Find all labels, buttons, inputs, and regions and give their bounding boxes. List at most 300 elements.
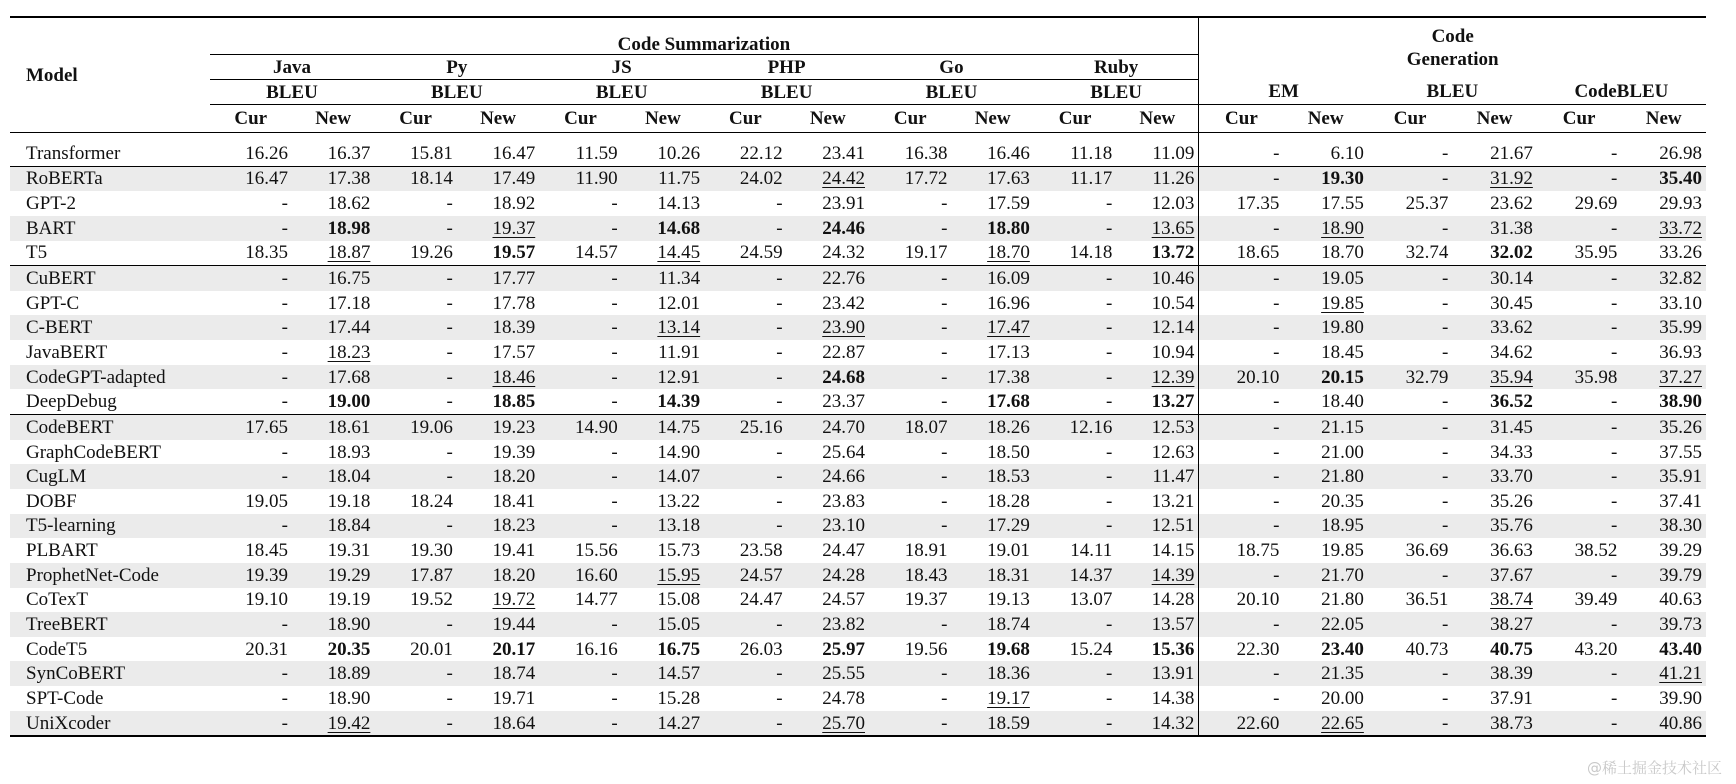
score-cell <box>1537 637 1621 662</box>
score-cell <box>1199 538 1283 563</box>
score-cell <box>1199 166 1283 191</box>
score-cell <box>292 166 374 191</box>
score-value: 19.19 <box>327 589 371 611</box>
score-value: 17.59 <box>987 193 1030 215</box>
score-cell <box>704 489 786 514</box>
score-cell <box>1283 241 1367 266</box>
score-cell <box>1368 340 1452 365</box>
metric-header: BLEU <box>704 80 869 105</box>
score-cell <box>374 440 456 465</box>
score-cell <box>1368 241 1452 266</box>
table-row <box>10 514 1706 539</box>
score-value: 22.30 <box>1236 638 1280 660</box>
score-value: 23.83 <box>822 490 865 512</box>
score-cell <box>1199 489 1283 514</box>
score-cell <box>951 464 1033 489</box>
score-value: 24.02 <box>739 168 783 190</box>
score-value: 31.45 <box>1490 416 1533 438</box>
score-value: 24.68 <box>822 366 865 388</box>
score-cell <box>292 612 374 637</box>
score-cell <box>1283 661 1367 686</box>
score-value: - <box>1442 217 1449 239</box>
score-cell <box>457 315 539 340</box>
score-cell <box>1621 514 1706 539</box>
score-value: 12.03 <box>1151 193 1195 215</box>
score-value: 18.24 <box>410 490 453 512</box>
score-value: 18.74 <box>987 613 1030 635</box>
score-value: 26.03 <box>739 638 783 660</box>
score-cell <box>1621 440 1706 465</box>
score-value: - <box>446 712 453 734</box>
score-value: 19.30 <box>1321 168 1364 190</box>
score-cell <box>1199 291 1283 316</box>
score-value: - <box>1611 687 1618 709</box>
score-cell <box>951 686 1033 711</box>
score-cell <box>622 686 704 711</box>
score-cell <box>951 389 1033 414</box>
score-cell <box>622 489 704 514</box>
score-value: 15.73 <box>657 540 701 562</box>
score-cell <box>951 216 1033 241</box>
model-name: SynCoBERT <box>26 663 126 685</box>
score-cell <box>622 440 704 465</box>
model-name: GPT-2 <box>26 193 76 215</box>
score-value: 17.44 <box>327 317 371 339</box>
score-value: - <box>776 466 783 488</box>
score-value: 14.39 <box>1151 564 1195 586</box>
score-cell <box>374 612 456 637</box>
score-value: 14.75 <box>657 416 701 438</box>
score-value: 20.10 <box>1236 366 1280 388</box>
score-value: 21.70 <box>1321 564 1364 586</box>
score-value: - <box>1611 613 1618 635</box>
score-cell <box>1621 266 1706 291</box>
score-value: 17.18 <box>327 292 371 314</box>
score-value: 38.30 <box>1659 515 1702 537</box>
score-cell <box>1116 661 1199 686</box>
score-value: 39.79 <box>1659 564 1702 586</box>
score-value: - <box>281 341 288 363</box>
score-cell <box>1537 711 1621 737</box>
score-value: 24.28 <box>822 564 865 586</box>
score-cell <box>1199 711 1283 737</box>
score-value: 24.70 <box>822 416 865 438</box>
score-cell <box>1116 563 1199 588</box>
score-cell <box>210 588 292 613</box>
score-value: 19.52 <box>410 589 453 611</box>
score-value: - <box>776 268 783 290</box>
score-cell <box>1034 241 1116 266</box>
table-row <box>10 612 1706 637</box>
score-value: 38.73 <box>1490 712 1533 734</box>
score-value: 23.42 <box>822 292 865 314</box>
score-value: 18.61 <box>327 416 371 438</box>
score-cell <box>457 563 539 588</box>
score-cell <box>210 440 292 465</box>
score-cell <box>1368 166 1452 191</box>
score-cell <box>210 612 292 637</box>
score-value: - <box>446 317 453 339</box>
score-value: - <box>1611 712 1618 734</box>
score-cell <box>1116 612 1199 637</box>
score-value: 12.16 <box>1069 416 1113 438</box>
score-cell <box>869 389 951 414</box>
score-cell <box>1116 241 1199 266</box>
score-cell <box>1368 291 1452 316</box>
score-cell <box>1537 191 1621 216</box>
score-cell <box>1368 191 1452 216</box>
score-cell <box>210 489 292 514</box>
score-value: 12.39 <box>1151 366 1195 388</box>
score-value: 19.37 <box>492 217 536 239</box>
score-value: - <box>446 292 453 314</box>
score-value: 22.12 <box>739 142 783 164</box>
score-value: - <box>1611 391 1618 413</box>
score-value: - <box>1273 268 1280 290</box>
score-cell <box>1283 637 1367 662</box>
score-value: - <box>941 663 948 685</box>
score-cell <box>210 637 292 662</box>
score-cell <box>704 266 786 291</box>
score-value: 18.70 <box>1321 242 1364 264</box>
new-column-header: New <box>1621 105 1706 133</box>
score-value: 11.26 <box>1152 168 1195 190</box>
score-value: - <box>1611 466 1618 488</box>
score-value: 19.57 <box>492 242 536 264</box>
score-value: 19.85 <box>1321 540 1364 562</box>
score-value: - <box>1611 217 1618 239</box>
score-value: 15.28 <box>657 687 701 709</box>
score-cell <box>1283 489 1367 514</box>
score-cell <box>1621 315 1706 340</box>
score-cell <box>704 389 786 414</box>
score-value: 14.57 <box>657 663 701 685</box>
score-cell <box>869 291 951 316</box>
score-value: 18.70 <box>987 242 1030 264</box>
score-value: 35.94 <box>1490 366 1533 388</box>
score-cell <box>1034 464 1116 489</box>
score-cell <box>1199 365 1283 390</box>
model-name: DeepDebug <box>26 391 117 413</box>
table-row <box>10 133 1706 167</box>
score-cell <box>704 637 786 662</box>
code-generation-header <box>1199 17 1706 80</box>
score-cell <box>1452 637 1536 662</box>
score-value: - <box>941 687 948 709</box>
score-cell <box>1116 389 1199 414</box>
score-value: 24.78 <box>822 687 865 709</box>
score-value: 15.08 <box>657 589 701 611</box>
model-name: DOBF <box>26 490 77 512</box>
score-cell <box>1116 166 1199 191</box>
score-cell <box>951 612 1033 637</box>
score-value: 14.11 <box>1070 540 1113 562</box>
score-cell <box>1537 686 1621 711</box>
score-value: - <box>941 391 948 413</box>
score-cell <box>1621 415 1706 440</box>
score-cell <box>1621 612 1706 637</box>
score-value: 16.46 <box>987 142 1030 164</box>
score-cell <box>210 315 292 340</box>
score-cell <box>787 538 869 563</box>
score-cell <box>1452 440 1536 465</box>
score-cell <box>1452 291 1536 316</box>
score-cell <box>1621 489 1706 514</box>
score-value: - <box>1273 142 1280 164</box>
score-cell <box>1452 514 1536 539</box>
score-cell <box>622 365 704 390</box>
score-cell <box>1368 514 1452 539</box>
score-value: 14.27 <box>657 712 701 734</box>
score-value: 11.17 <box>1070 168 1113 190</box>
score-cell <box>539 489 621 514</box>
score-cell <box>1199 514 1283 539</box>
score-cell <box>1034 216 1116 241</box>
score-value: 13.91 <box>1151 663 1195 685</box>
score-cell <box>1621 538 1706 563</box>
score-value: 37.91 <box>1490 687 1533 709</box>
score-value: 14.90 <box>574 416 618 438</box>
score-value: 19.41 <box>492 540 536 562</box>
score-value: 34.62 <box>1490 341 1533 363</box>
score-value: 19.00 <box>327 391 371 413</box>
score-cell <box>1116 686 1199 711</box>
score-cell <box>539 340 621 365</box>
score-value: - <box>1442 391 1449 413</box>
score-value: 31.38 <box>1490 217 1533 239</box>
score-value: - <box>776 193 783 215</box>
score-cell <box>1368 612 1452 637</box>
score-value: 43.20 <box>1574 638 1618 660</box>
score-cell <box>374 315 456 340</box>
score-cell <box>1621 365 1706 390</box>
model-name: RoBERTa <box>10 166 210 191</box>
score-value: 37.41 <box>1659 490 1702 512</box>
score-value: - <box>281 515 288 537</box>
score-cell <box>210 241 292 266</box>
score-cell <box>704 711 786 737</box>
score-value: 35.98 <box>1574 366 1618 388</box>
score-value: 14.28 <box>1151 589 1195 611</box>
score-cell <box>539 241 621 266</box>
score-value: - <box>1442 515 1449 537</box>
score-value: 41.21 <box>1659 663 1702 685</box>
score-value: 13.27 <box>1151 391 1195 413</box>
score-value: 14.39 <box>657 391 701 413</box>
score-value: - <box>446 193 453 215</box>
score-cell <box>292 538 374 563</box>
score-value: - <box>281 391 288 413</box>
score-cell <box>539 133 621 167</box>
score-value: - <box>941 341 948 363</box>
score-cell <box>1621 661 1706 686</box>
score-cell <box>539 612 621 637</box>
score-value: 35.40 <box>1659 168 1702 190</box>
score-cell <box>1452 389 1536 414</box>
score-value: 21.15 <box>1321 416 1364 438</box>
score-value: - <box>611 193 618 215</box>
score-value: - <box>281 193 288 215</box>
score-value: - <box>611 391 618 413</box>
score-value: 17.38 <box>327 168 371 190</box>
score-cell <box>951 315 1033 340</box>
score-cell <box>374 464 456 489</box>
cur-new-header-row <box>10 105 1706 133</box>
score-value: - <box>1442 441 1449 463</box>
score-cell <box>1452 563 1536 588</box>
table-row <box>10 365 1706 390</box>
score-cell <box>1452 686 1536 711</box>
score-value: 24.42 <box>822 168 865 190</box>
score-cell <box>1116 191 1199 216</box>
score-value: 23.82 <box>822 613 865 635</box>
score-cell <box>1116 514 1199 539</box>
score-cell <box>210 216 292 241</box>
score-value: 17.78 <box>492 292 536 314</box>
score-value: 20.35 <box>327 638 371 660</box>
score-cell <box>539 686 621 711</box>
score-cell <box>1621 133 1706 167</box>
score-cell <box>704 166 786 191</box>
score-cell <box>1621 216 1706 241</box>
score-cell <box>292 686 374 711</box>
score-value: 23.90 <box>822 317 865 339</box>
score-cell <box>1452 711 1536 737</box>
score-cell <box>787 464 869 489</box>
model-name: GraphCodeBERT <box>26 441 162 463</box>
score-value: - <box>611 515 618 537</box>
score-value: 18.40 <box>1321 391 1364 413</box>
score-cell <box>1537 365 1621 390</box>
model-name: UniXcoder <box>10 711 210 737</box>
score-value: 18.28 <box>987 490 1030 512</box>
score-value: 17.35 <box>1236 193 1280 215</box>
score-cell <box>1034 538 1116 563</box>
score-cell <box>1034 637 1116 662</box>
table-header <box>10 17 1706 133</box>
score-cell <box>210 514 292 539</box>
model-name: ProphetNet-Code <box>26 564 159 586</box>
score-cell <box>787 661 869 686</box>
score-value: 18.84 <box>327 515 371 537</box>
score-cell <box>704 563 786 588</box>
score-cell <box>622 166 704 191</box>
score-value: 18.65 <box>1236 242 1280 264</box>
score-value: 24.46 <box>822 217 865 239</box>
score-value: 18.20 <box>492 564 536 586</box>
score-value: - <box>1273 663 1280 685</box>
score-cell <box>622 464 704 489</box>
score-cell <box>869 612 951 637</box>
score-cell <box>704 514 786 539</box>
score-value: - <box>1105 317 1113 339</box>
score-cell <box>787 440 869 465</box>
score-value: - <box>776 663 783 685</box>
score-cell <box>457 389 539 414</box>
score-cell <box>1283 216 1367 241</box>
score-value: 19.30 <box>410 540 453 562</box>
score-value: - <box>1442 613 1449 635</box>
score-value: - <box>611 341 618 363</box>
score-value: 14.13 <box>657 193 701 215</box>
score-cell <box>951 637 1033 662</box>
score-cell <box>1034 563 1116 588</box>
score-cell <box>1116 538 1199 563</box>
score-value: 18.90 <box>1321 217 1364 239</box>
score-cell <box>1034 514 1116 539</box>
score-value: 15.05 <box>657 613 701 635</box>
score-cell <box>1116 266 1199 291</box>
score-value: 19.56 <box>904 638 948 660</box>
score-value: 18.07 <box>904 416 948 438</box>
code-generation-line2: Generation <box>1406 48 1499 70</box>
score-value: 17.87 <box>410 564 453 586</box>
code-summarization-header: Code Summarization <box>210 17 1199 55</box>
score-cell <box>1452 216 1536 241</box>
score-value: - <box>1442 490 1449 512</box>
score-value: 35.26 <box>1490 490 1533 512</box>
score-value: - <box>1273 687 1280 709</box>
score-value: 11.47 <box>1152 466 1195 488</box>
score-value: 24.57 <box>739 564 783 586</box>
score-cell <box>704 241 786 266</box>
score-value: - <box>1273 515 1280 537</box>
score-cell <box>1283 365 1367 390</box>
score-value: 29.69 <box>1574 193 1618 215</box>
score-value: - <box>776 441 783 463</box>
score-value: 11.18 <box>1070 142 1113 164</box>
score-cell <box>1199 563 1283 588</box>
score-cell <box>787 315 869 340</box>
new-column-header: New <box>1452 105 1536 133</box>
score-cell <box>1452 415 1536 440</box>
metric-header: BLEU <box>539 80 704 105</box>
score-cell <box>1116 637 1199 662</box>
score-value: 12.14 <box>1151 317 1195 339</box>
score-cell <box>457 241 539 266</box>
score-cell <box>1368 365 1452 390</box>
score-value: 18.87 <box>327 242 371 264</box>
score-value: - <box>776 613 783 635</box>
cur-column-header: Cur <box>1034 105 1116 133</box>
score-cell <box>1537 415 1621 440</box>
score-cell <box>869 637 951 662</box>
score-value: 32.74 <box>1405 242 1449 264</box>
score-cell <box>374 340 456 365</box>
score-value: 14.37 <box>1069 564 1113 586</box>
score-cell <box>1199 464 1283 489</box>
score-value: 33.26 <box>1659 242 1702 264</box>
score-value: 17.72 <box>904 168 948 190</box>
score-value: 23.40 <box>1321 638 1364 660</box>
metric-header: BLEU <box>1368 80 1537 105</box>
score-cell <box>622 588 704 613</box>
score-value: 18.80 <box>987 217 1030 239</box>
score-cell <box>457 686 539 711</box>
score-value: 38.52 <box>1574 540 1618 562</box>
model-name: CodeBERT <box>10 415 210 440</box>
score-cell <box>210 365 292 390</box>
score-value: 18.90 <box>327 613 371 635</box>
score-cell <box>1368 389 1452 414</box>
score-cell <box>1452 191 1536 216</box>
score-cell <box>1034 588 1116 613</box>
score-cell <box>374 241 456 266</box>
score-cell <box>1116 133 1199 167</box>
score-cell <box>1537 588 1621 613</box>
score-value: - <box>446 466 453 488</box>
score-value: 23.10 <box>822 515 865 537</box>
